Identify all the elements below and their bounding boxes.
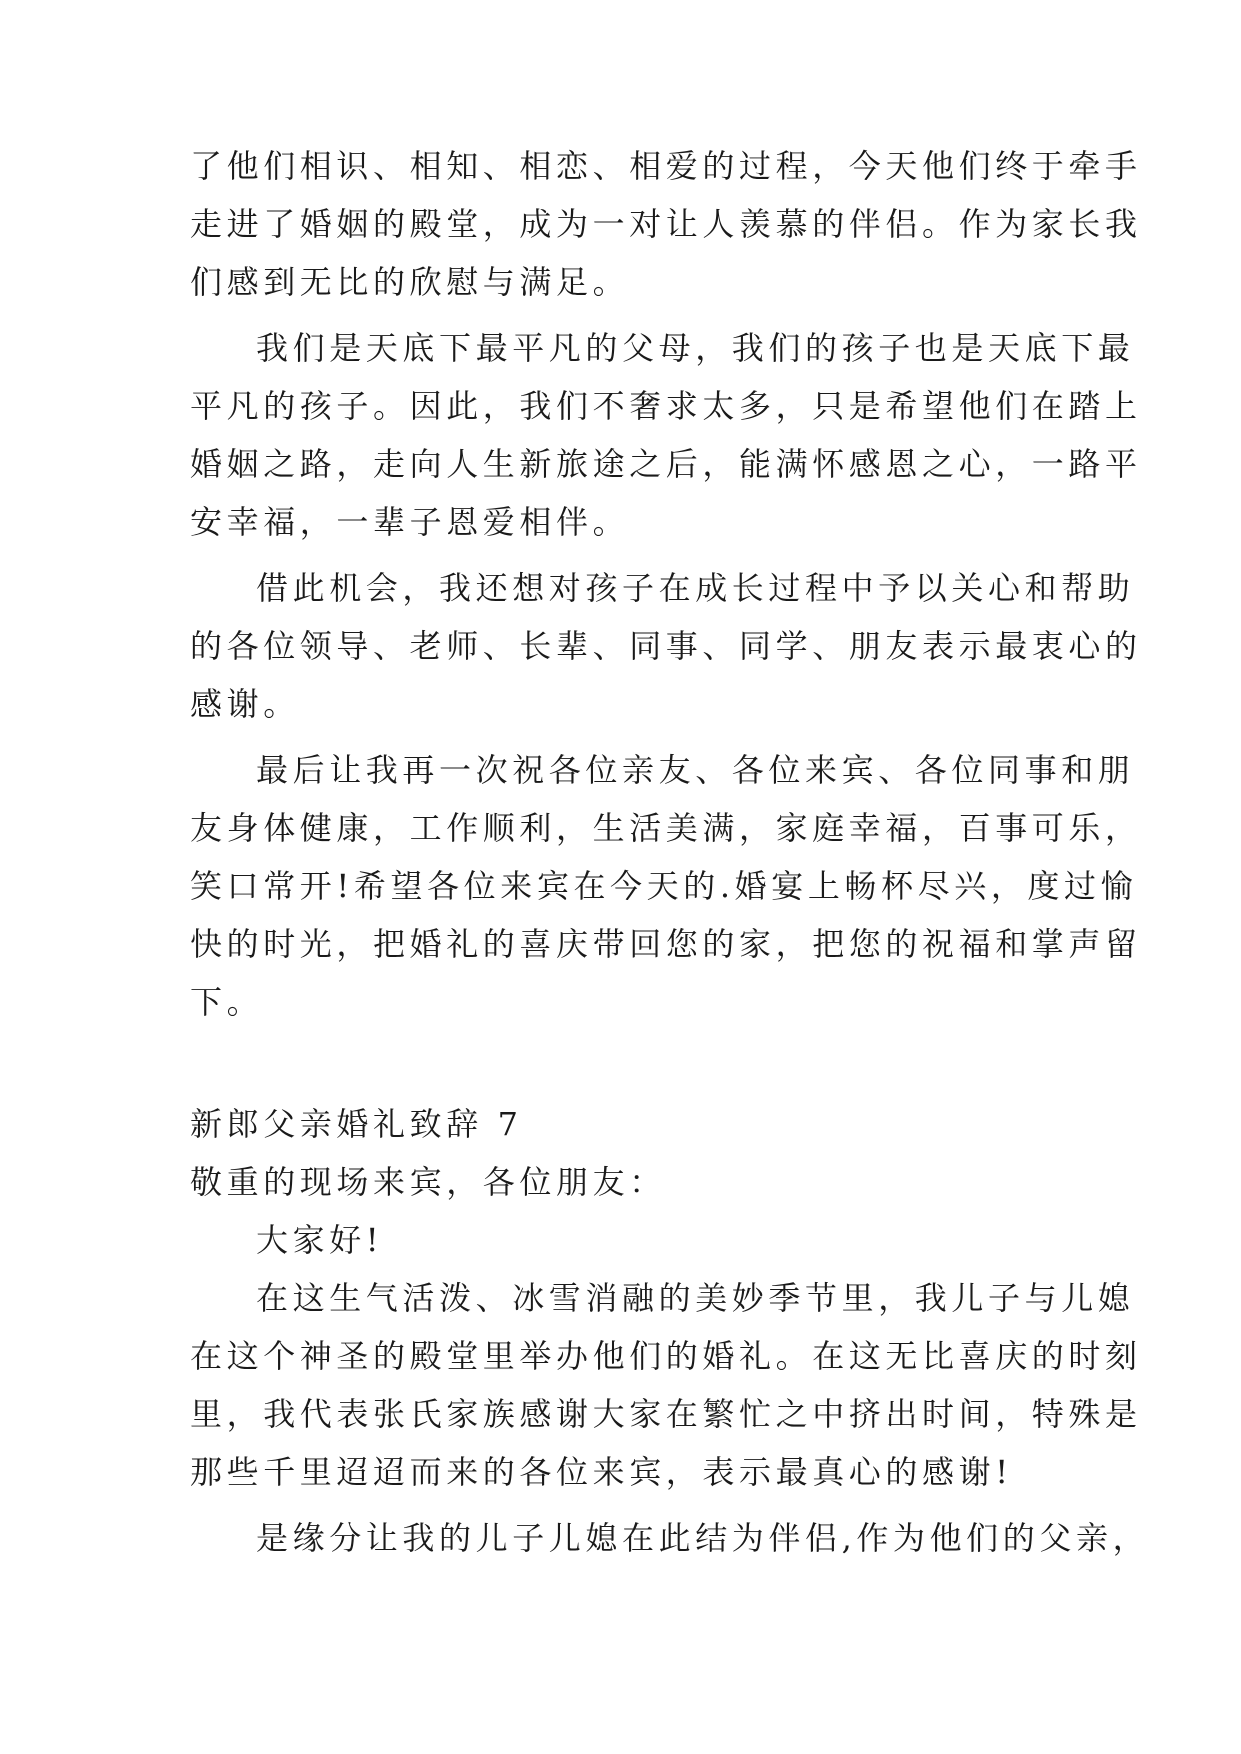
paragraph-line: 走进了婚姻的殿堂，成为一对让人羡慕的伴侣。作为家长我 (190, 205, 1142, 243)
paragraph-line: 笑口常开!希望各位来宾在今天的.婚宴上畅杯尽兴，度过愉 (190, 867, 1138, 905)
paragraph-line: 借此机会，我还想对孩子在成长过程中予以关心和帮助 (256, 569, 1135, 607)
paragraph-line: 我们是天底下最平凡的父母，我们的孩子也是天底下最 (256, 329, 1135, 367)
paragraph-line: 是缘分让我的儿子儿媳在此结为伴侣,作为他们的父亲， (256, 1519, 1150, 1557)
greeting: 大家好! (256, 1221, 384, 1259)
paragraph-line: 们感到无比的欣慰与满足。 (190, 263, 630, 301)
paragraph-line: 最后让我再一次祝各位亲友、各位来宾、各位同事和朋 (256, 751, 1135, 789)
paragraph-line: 那些千里迢迢而来的各位来宾，表示最真心的感谢! (190, 1453, 1013, 1491)
paragraph-line: 在这个神圣的殿堂里举办他们的婚礼。在这无比喜庆的时刻 (190, 1337, 1142, 1375)
paragraph-line: 了他们相识、相知、相恋、相爱的过程，今天他们终于牵手 (190, 147, 1142, 185)
paragraph-line: 感谢。 (190, 685, 300, 723)
paragraph-line: 里，我代表张氏家族感谢大家在繁忙之中挤出时间，特殊是 (190, 1395, 1142, 1433)
paragraph-line: 友身体健康，工作顺利，生活美满，家庭幸福，百事可乐， (190, 809, 1142, 847)
paragraph-line: 的各位领导、老师、长辈、同事、同学、朋友表示最衷心的 (190, 627, 1142, 665)
paragraph-line: 快的时光，把婚礼的喜庆带回您的家，把您的祝福和掌声留 (190, 925, 1142, 963)
paragraph-line: 平凡的孩子。因此，我们不奢求太多，只是希望他们在踏上 (190, 387, 1142, 425)
salutation: 敬重的现场来宾，各位朋友： (190, 1163, 666, 1201)
paragraph-line: 安幸福，一辈子恩爱相伴。 (190, 503, 630, 541)
paragraph-line: 在这生气活泼、冰雪消融的美妙季节里，我儿子与儿媳 (256, 1279, 1135, 1317)
paragraph-line: 婚姻之路，走向人生新旅途之后，能满怀感恩之心，一路平 (190, 445, 1142, 483)
paragraph-line: 下。 (190, 983, 264, 1021)
section-title: 新郎父亲婚礼致辞 7 (190, 1105, 523, 1143)
